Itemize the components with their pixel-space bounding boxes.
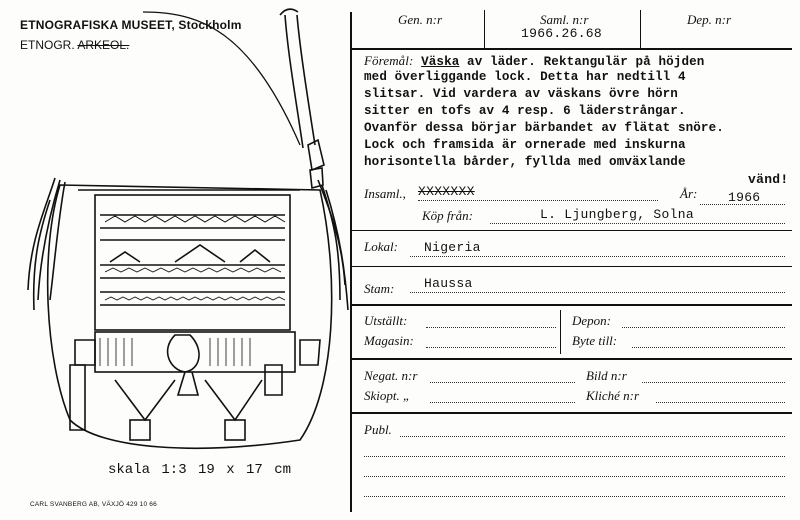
department-struck: ARKEOL. <box>77 38 130 52</box>
depon-label: Depon: <box>572 313 611 328</box>
ar-label: År: <box>680 186 698 201</box>
stam-label: Stam: <box>364 281 395 296</box>
magasin-line <box>426 347 556 348</box>
lokal-rule <box>352 266 792 267</box>
lokal-value: Nigeria <box>424 240 481 255</box>
utstallt-line <box>426 327 556 328</box>
publ-line-4 <box>364 496 785 497</box>
publ-line-1 <box>400 436 785 437</box>
gen-label: Gen. n:r <box>398 12 443 27</box>
lokal-line <box>410 256 785 257</box>
description-text-1: av läder. Rektangulär på höjden <box>459 55 705 69</box>
negat-line <box>430 382 575 383</box>
insaml-line <box>418 200 658 201</box>
stam-line <box>410 292 785 293</box>
foremal-label: Föremål: <box>364 53 414 68</box>
card-divider <box>350 12 352 512</box>
continue-note: vänd! <box>748 172 789 187</box>
saml-value: 1966.26.68 <box>521 26 603 41</box>
publ-line-2 <box>364 456 785 457</box>
collection-rule <box>352 230 792 231</box>
ar-line <box>700 204 785 205</box>
skiopt-label: Skiopt. „ <box>364 388 411 403</box>
byte-label: Byte till: <box>572 333 618 348</box>
bild-line <box>642 382 785 383</box>
description-line-3: slitsar. Vid vardera av väskans övre hörn <box>364 87 678 101</box>
kop-label: Köp från: <box>422 208 473 223</box>
stam-rule <box>352 304 792 306</box>
department-prefix: ETNOGR. <box>20 38 75 52</box>
museum-title: ETNOGRAFISKA MUSEET, Stockholm <box>20 18 242 32</box>
status-rule <box>352 358 792 360</box>
kop-line <box>490 223 785 224</box>
depon-line <box>622 327 785 328</box>
header-sep-1 <box>484 10 485 48</box>
description-line-1 <box>364 53 704 69</box>
publ-line-3 <box>364 476 785 477</box>
description-line-5: Ovanför dessa börjar bärbandet av flätat snöre. <box>364 121 724 135</box>
kop-value: L. Ljungberg, Solna <box>540 207 694 222</box>
insaml-label: Insaml., <box>364 186 406 201</box>
bild-label: Bild n:r <box>586 368 627 383</box>
dep-label: Dep. n:r <box>687 12 732 27</box>
foremal-first-word: Väska <box>421 55 460 69</box>
saml-label: Saml. n:r <box>540 12 589 27</box>
status-sep <box>560 310 561 354</box>
header-sep-2 <box>640 10 641 48</box>
kliche-line <box>656 402 785 403</box>
byte-line <box>632 347 785 348</box>
description-line-6: Lock och framsida är ornerade med inskurna <box>364 138 686 152</box>
scale-note: skala 1:3 19 x 17 cm <box>108 462 292 478</box>
negat-label: Negat. n:r <box>364 368 418 383</box>
ar-value: 1966 <box>728 190 761 205</box>
lokal-label: Lokal: <box>364 239 398 254</box>
kliche-label: Kliché n:r <box>586 388 640 403</box>
printer-imprint: CARL SVANBERG AB, VÄXJÖ 429 10 66 <box>30 501 157 508</box>
skiopt-line <box>430 402 575 403</box>
bag-drawing <box>0 0 350 500</box>
header-rule <box>352 48 792 50</box>
utstallt-label: Utställt: <box>364 313 408 328</box>
photos-rule <box>352 412 792 414</box>
stam-value: Haussa <box>424 276 473 291</box>
description-line-7: horisontella bårder, fyllda med omväxlande <box>364 155 686 169</box>
insaml-value: XXXXXXX <box>418 184 475 199</box>
description-line-4: sitter en tofs av 4 resp. 6 läderstrångar. <box>364 104 686 118</box>
magasin-label: Magasin: <box>364 333 414 348</box>
description-line-2: med överliggande lock. Detta har nedtill 4 <box>364 70 686 84</box>
publ-label: Publ. <box>364 422 392 437</box>
